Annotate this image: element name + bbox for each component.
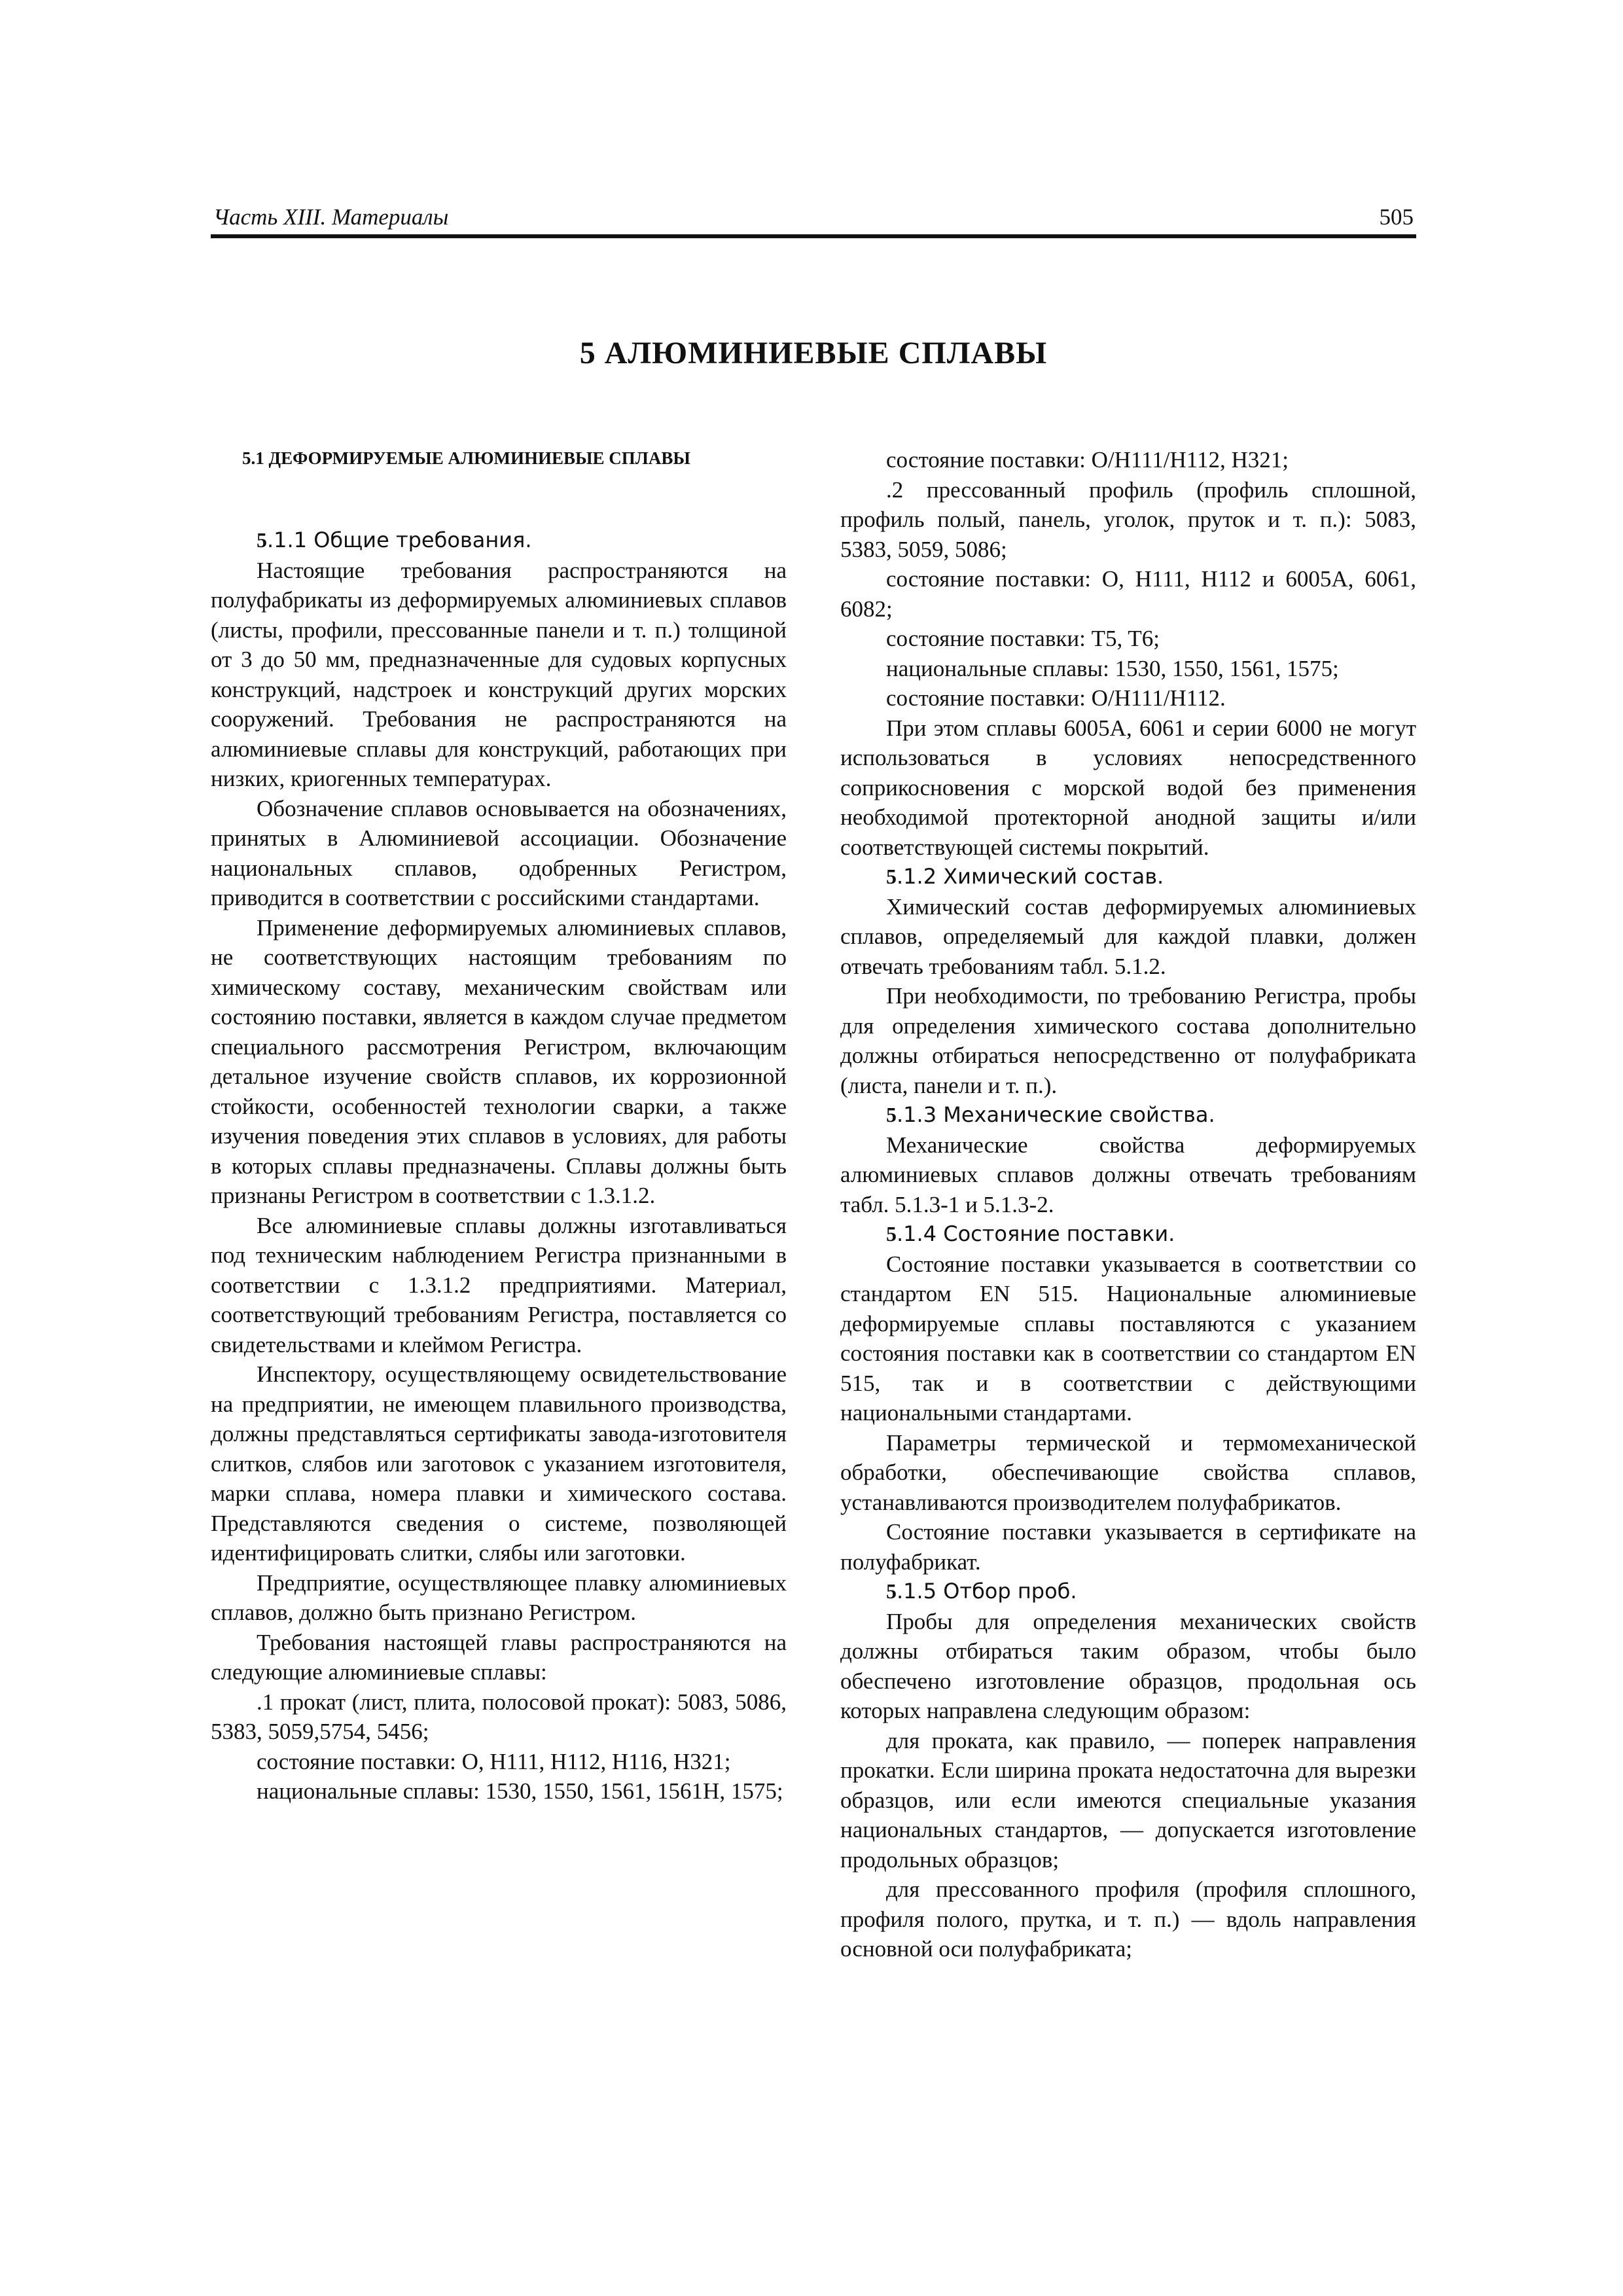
paragraph: Применение деформируемых алюминиевых сплавов, не соответствующих настоящим требованиям по химическому составу, механическим свойствам или состоянию поставки, является в каждом случае предметом специального рассмотрения Регистром, включающим детальное изучение свойств сплавов, их коррозионной стойкости, особенностей технологии сварки, а также изучения поведения этих сплавов в условиях, для работы в которых сплавы предназначены. Сплавы должны быть признаны Регистром в соответствии с 1.3.1.2. [211, 914, 787, 1208]
page-number: 505 [1379, 204, 1414, 230]
subsection-title: .1.2 Химический состав. [897, 864, 1164, 889]
paragraph: национальные сплавы: 1530, 1550, 1561, 1561H, 1575; [257, 1778, 783, 1804]
subsection-number: 5 [886, 1579, 897, 1603]
subsection-title: .1.5 Отбор проб. [897, 1579, 1077, 1604]
paragraph: Химический состав деформируемых алюминиевых сплавов, определяемый для каждой плавки, должен отвечать требованиям табл. 5.1.2. [840, 893, 1416, 979]
paragraph: состояние поставки: O/H111/H112, H321; [886, 447, 1289, 473]
paragraph: состояние поставки: O/H111/H112. [886, 685, 1226, 711]
paragraph: Инспектору, осуществляющему освидетельствование на предприятии, не имеющем плавильного производства, должны представляться сертификаты завода-изготовителя слитков, слябов или заготовок с указанием изготовителя, марки сплава, номера плавки и химического состава. Представляются сведения о системе, позволяющей идентифицировать слитки, слябы или заготовки. [211, 1361, 787, 1566]
subsection-title: .1.3 Механические свойства. [897, 1102, 1215, 1127]
paragraph: состояние поставки: O, H111, H112, H116, H321; [257, 1748, 731, 1774]
left-column [211, 445, 787, 1806]
paragraph: национальные сплавы: 1530, 1550, 1561, 1575; [886, 655, 1339, 681]
paragraph: Обозначение сплавов основывается на обозначениях, принятых в Алюминиевой ассоциации. Обозначение национальных сплавов, одобренных Регистром, приводится в соответствии с российскими стандартами. [211, 795, 787, 910]
paragraph: Все алюминиевые сплавы должны изготавливаться под техническим наблюдением Регистра признанными в соответствии с 1.3.1.2 предприятиями. Материал, соответствующий требованиям Регистра, поставляется со свидетельствами и клеймом Регистра. [211, 1212, 787, 1357]
subsection-heading [840, 1100, 1416, 1130]
paragraph: Механические свойства деформируемых алюминиевых сплавов должны отвечать требованиям табл. 5.1.3-1 и 5.1.3-2. [840, 1132, 1416, 1217]
running-header [211, 195, 1416, 238]
paragraph: Предприятие, осуществляющее плавку алюминиевых сплавов, должно быть признано Регистром. [211, 1570, 787, 1625]
paragraph: .1 прокат (лист, плита, полосовой прокат): 5083, 5086, 5383, 5059,5754, 5456; [211, 1689, 787, 1744]
section-heading: 5.1 ДЕФОРМИРУЕМЫЕ АЛЮМИНИЕВЫЕ СПЛАВЫ [242, 448, 690, 468]
paragraph: для прессованного профиля (профиля сплошного, профиля полого, прутка, и т. п.) — вдоль направления основной оси полуфабриката; [840, 1876, 1416, 1962]
subsection-heading [840, 1577, 1416, 1607]
chapter-title: 5 АЛЮМИНИЕВЫЕ СПЛАВЫ [579, 336, 1048, 370]
subsection-number: 5 [886, 1103, 897, 1126]
paragraph: состояние поставки: O, H111, H112 и 6005A, 6061, 6082; [840, 566, 1416, 622]
paragraph: Требования настоящей главы распространяются на следующие алюминиевые сплавы: [211, 1629, 787, 1685]
paragraph: для проката, как правило, — поперек направления прокатки. Если ширина проката недостаточна для вырезки образцов, или если имеются специальные указания национальных стандартов, — допускается изготовление продольных образцов; [840, 1727, 1416, 1873]
paragraph: Состояние поставки указывается в сертификате на полуфабрикат. [840, 1519, 1416, 1575]
subsection-number: 5 [886, 865, 897, 888]
paragraph: При этом сплавы 6005A, 6061 и серии 6000 не могут использоваться в условиях непосредственного соприкосновения с морской водой без применения необходимой протекторной анодной защиты и/или соответствующей системы покрытий. [840, 715, 1416, 860]
subsection-heading [840, 862, 1416, 892]
paragraph: состояние поставки: T5, T6; [886, 626, 1160, 651]
subsection-heading [211, 526, 787, 556]
paragraph: Состояние поставки указывается в соответствии со стандартом EN 515. Национальные алюминиевые деформируемые сплавы поставляются с указанием состояния поставки как в соответствии со стандартом EN 515, так и в соответствии с действующими национальными стандартами. [840, 1251, 1416, 1426]
paragraph: .2 прессованный профиль (профиль сплошной, профиль полый, панель, уголок, пруток и т. п.): 5083, 5383, 5059, 5086; [840, 476, 1416, 562]
paragraph: При необходимости, по требованию Регистра, пробы для определения химического состава дополнительно должны отбираться непосредственно от полуфабриката (листа, панели и т. п.). [840, 983, 1416, 1098]
subsection-title: .1.4 Состояние поставки. [897, 1221, 1175, 1246]
paragraph: Пробы для определения механических свойств должны отбираться таким образом, чтобы было обеспечено изготовление образцов, продольная ось которых направлена следующим образом: [840, 1608, 1416, 1723]
subsection-title: .1.1 Общие требования. [267, 528, 532, 552]
header-part-title: Часть XIII. Материалы [213, 204, 449, 230]
right-column [840, 445, 1416, 1964]
subsection-number: 5 [257, 528, 267, 552]
paragraph: Настоящие требования распространяются на полуфабрикаты из деформируемых алюминиевых сплавов (листы, профили, прессованные панели и т. п.) толщиной от 3 до 50 мм, предназначенные для судовых корпусных конструкций, надстроек и конструкций других морских сооружений. Требования не распространяются на алюминиевые сплавы для конструкций, работающих при низких, криогенных температурах. [211, 557, 787, 791]
paragraph: Параметры термической и термомеханической обработки, обеспечивающие свойства сплавов, устанавливаются производителем полуфабрикатов. [840, 1429, 1416, 1515]
subsection-heading [840, 1219, 1416, 1249]
subsection-number: 5 [886, 1222, 897, 1246]
